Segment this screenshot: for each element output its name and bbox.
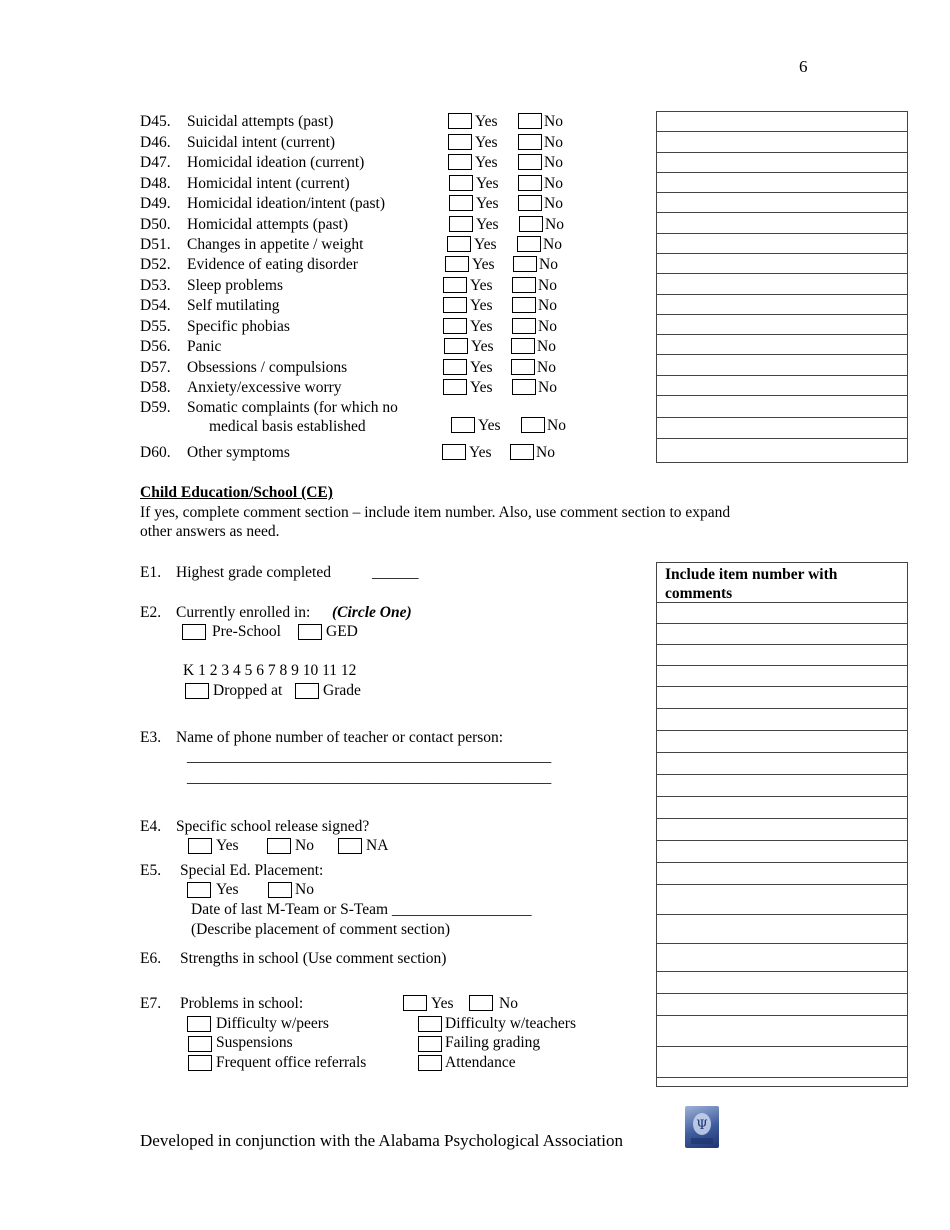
e1-id: E1. [140, 564, 162, 581]
no-checkbox[interactable] [521, 417, 545, 433]
d-item-label: Suicidal attempts (past) [187, 113, 334, 130]
d-item-label: Suicidal intent (current) [187, 134, 336, 151]
e4-na-label: NA [366, 837, 389, 854]
comment-row[interactable] [657, 731, 907, 753]
d-item-id: D56. [140, 338, 171, 355]
d-item-label: Anxiety/excessive worry [187, 379, 342, 396]
section-instructions-1: If yes, complete comment section – include item number. Also, use comment section to expand [140, 504, 731, 521]
yes-label: Yes [478, 417, 501, 434]
comment-row[interactable] [657, 885, 907, 915]
e1-label: Highest grade completed [176, 564, 331, 581]
preschool-label: Pre-School [212, 623, 281, 640]
yes-label: Yes [476, 195, 499, 212]
d-item-id: D58. [140, 379, 171, 396]
e2-id: E2. [140, 604, 162, 621]
comment-row[interactable] [657, 1047, 907, 1078]
d-item-id: D49. [140, 195, 171, 212]
contact-line-2[interactable]: _______________________________________________ [187, 769, 552, 786]
yes-checkbox[interactable] [448, 134, 472, 150]
yes-label: Yes [475, 113, 498, 130]
comment-row[interactable] [657, 193, 907, 213]
yes-label: Yes [470, 318, 493, 335]
grade-list[interactable]: K 1 2 3 4 5 6 7 8 9 10 11 12 [183, 662, 357, 679]
d-item-id: D46. [140, 134, 171, 151]
e5-label: Special Ed. Placement: [180, 862, 324, 879]
e7-no-checkbox[interactable] [469, 995, 493, 1011]
e4-yes-checkbox[interactable] [188, 838, 212, 854]
comment-row[interactable] [657, 213, 907, 234]
no-label: No [538, 318, 557, 335]
ged-checkbox[interactable] [298, 624, 322, 640]
peers-label: Difficulty w/peers [216, 1015, 329, 1032]
no-checkbox[interactable] [512, 318, 536, 334]
no-checkbox[interactable] [517, 236, 541, 252]
e5-no-checkbox[interactable] [268, 882, 292, 898]
no-checkbox[interactable] [511, 338, 535, 354]
no-checkbox[interactable] [518, 113, 542, 129]
d-item-label: Self mutilating [187, 297, 280, 314]
comment-row[interactable] [657, 439, 907, 460]
page-number: 6 [799, 57, 808, 76]
e7-yes-label: Yes [431, 995, 454, 1012]
comment-row[interactable] [657, 153, 907, 173]
e7-yes-checkbox[interactable] [403, 995, 427, 1011]
no-label: No [544, 134, 563, 151]
yes-label: Yes [476, 216, 499, 233]
yes-label: Yes [475, 134, 498, 151]
comment-row[interactable] [657, 1016, 907, 1047]
yes-label: Yes [470, 277, 493, 294]
comment-row[interactable] [657, 396, 907, 418]
yes-checkbox[interactable] [448, 154, 472, 170]
comment-row[interactable] [657, 753, 907, 775]
yes-label: Yes [469, 444, 492, 461]
e6-id: E6. [140, 950, 162, 967]
no-label: No [547, 417, 566, 434]
no-checkbox[interactable] [512, 297, 536, 313]
comment-row[interactable] [657, 355, 907, 376]
d-item-id: D55. [140, 318, 171, 335]
d-item-id: D57. [140, 359, 171, 376]
yes-label: Yes [470, 359, 493, 376]
d-item-id: D53. [140, 277, 171, 294]
comment-row[interactable] [657, 666, 907, 687]
referrals-label: Frequent office referrals [216, 1054, 367, 1071]
d-item-id: D51. [140, 236, 171, 253]
suspensions-label: Suspensions [216, 1034, 293, 1051]
yes-checkbox[interactable] [449, 195, 473, 211]
grade-checkbox[interactable] [295, 683, 319, 699]
no-checkbox[interactable] [512, 277, 536, 293]
e7-id: E7. [140, 995, 162, 1012]
d-item-label: Homicidal attempts (past) [187, 216, 348, 233]
comment-row[interactable] [657, 709, 907, 731]
d-item-id: D48. [140, 175, 171, 192]
yes-checkbox[interactable] [451, 417, 475, 433]
comment-row[interactable] [657, 972, 907, 994]
yes-label: Yes [470, 297, 493, 314]
d-item-label: Obsessions / compulsions [187, 359, 348, 376]
no-checkbox[interactable] [518, 154, 542, 170]
d-item-id: D54. [140, 297, 171, 314]
contact-line-1[interactable]: _______________________________________________ [187, 748, 552, 765]
e4-yes-label: Yes [216, 837, 239, 854]
comment-row[interactable] [657, 274, 907, 295]
d-comments-table [656, 111, 908, 463]
d-item-label: Other symptoms [187, 444, 290, 461]
no-checkbox[interactable] [512, 379, 536, 395]
comment-row[interactable] [657, 335, 907, 355]
comment-row[interactable] [657, 112, 907, 132]
grade-label: Grade [323, 682, 361, 699]
yes-label: Yes [474, 236, 497, 253]
no-checkbox[interactable] [513, 256, 537, 272]
yes-label: Yes [472, 256, 495, 273]
no-label: No [537, 338, 556, 355]
teachers-checkbox[interactable] [418, 1016, 442, 1032]
e7-label: Problems in school: [180, 995, 304, 1012]
d-item-id: D60. [140, 444, 171, 461]
no-label: No [545, 216, 564, 233]
teachers-label: Difficulty w/teachers [445, 1015, 576, 1032]
yes-checkbox[interactable] [443, 359, 467, 375]
d-item-id: D50. [140, 216, 171, 233]
comment-row[interactable] [657, 841, 907, 863]
d-item-id: D52. [140, 256, 171, 273]
no-label: No [536, 444, 555, 461]
d-item-label: Evidence of eating disorder [187, 256, 358, 273]
no-checkbox[interactable] [518, 175, 542, 191]
d-item-label: Somatic complaints (for which no [187, 399, 398, 416]
comment-row[interactable] [657, 295, 907, 315]
comment-row[interactable] [657, 234, 907, 254]
d-item-label: Homicidal ideation/intent (past) [187, 195, 386, 212]
e5-id: E5. [140, 862, 162, 879]
svg-text:Ψ: Ψ [696, 1118, 708, 1133]
no-checkbox[interactable] [519, 216, 543, 232]
d-item-id: D47. [140, 154, 171, 171]
no-label: No [544, 195, 563, 212]
yes-checkbox[interactable] [443, 277, 467, 293]
e2-hint: (Circle One) [332, 604, 412, 621]
comment-row[interactable] [657, 915, 907, 944]
no-label: No [543, 236, 562, 253]
comment-row[interactable] [657, 418, 907, 439]
d-item-label: Specific phobias [187, 318, 290, 335]
yes-label: Yes [470, 379, 493, 396]
no-label: No [544, 113, 563, 130]
e4-no-label: No [295, 837, 314, 854]
e4-na-checkbox[interactable] [338, 838, 362, 854]
ged-label: GED [326, 623, 358, 640]
comment-row[interactable] [657, 687, 907, 709]
no-checkbox[interactable] [510, 444, 534, 460]
yes-label: Yes [476, 175, 499, 192]
yes-checkbox[interactable] [442, 444, 466, 460]
attendance-label: Attendance [445, 1054, 516, 1071]
d-item-id: D59. [140, 399, 171, 416]
d-item-label: Sleep problems [187, 277, 283, 294]
e4-no-checkbox[interactable] [267, 838, 291, 854]
attendance-checkbox[interactable] [418, 1055, 442, 1071]
e7-no-label: No [499, 995, 518, 1012]
psi-head-logo-icon [685, 1106, 719, 1148]
comment-row[interactable] [657, 819, 907, 841]
comment-row[interactable] [657, 376, 907, 396]
e4-id: E4. [140, 818, 162, 835]
d-item-label: Homicidal ideation (current) [187, 154, 365, 171]
e1-grade-blank[interactable]: ______ [372, 564, 419, 581]
comment-row[interactable] [657, 994, 907, 1016]
no-checkbox[interactable] [518, 195, 542, 211]
e5-no-label: No [295, 881, 314, 898]
dropped-label: Dropped at [213, 682, 283, 699]
e4-label: Specific school release signed? [176, 818, 370, 835]
comment-row[interactable] [657, 132, 907, 153]
no-label: No [539, 256, 558, 273]
no-label: No [544, 154, 563, 171]
comment-row[interactable] [657, 645, 907, 666]
e5-yes-label: Yes [216, 881, 239, 898]
e6-label: Strengths in school (Use comment section) [180, 950, 447, 967]
comment-row[interactable] [657, 624, 907, 645]
comment-row[interactable] [657, 863, 907, 885]
e5-yes-checkbox[interactable] [187, 882, 211, 898]
comment-row[interactable] [657, 173, 907, 193]
yes-checkbox[interactable] [449, 216, 473, 232]
section-instructions-2: other answers as need. [140, 523, 280, 540]
e-comments-table [656, 562, 908, 1087]
no-label: No [537, 359, 556, 376]
no-label: No [538, 297, 557, 314]
comment-row[interactable] [657, 1078, 907, 1104]
dropped-checkbox[interactable] [185, 683, 209, 699]
no-label: No [538, 379, 557, 396]
d-item-label-cont: medical basis established [209, 418, 366, 435]
section-title: Child Education/School (CE) [140, 484, 333, 501]
peers-checkbox[interactable] [187, 1016, 211, 1032]
yes-checkbox[interactable] [448, 113, 472, 129]
yes-checkbox[interactable] [444, 338, 468, 354]
d-item-label: Changes in appetite / weight [187, 236, 364, 253]
preschool-checkbox[interactable] [182, 624, 206, 640]
failing-label: Failing grading [445, 1034, 541, 1051]
yes-checkbox[interactable] [443, 379, 467, 395]
comment-row[interactable] [657, 254, 907, 274]
yes-checkbox[interactable] [445, 256, 469, 272]
no-label: No [544, 175, 563, 192]
comment-row[interactable] [657, 603, 907, 624]
d-item-label: Panic [187, 338, 222, 355]
failing-checkbox[interactable] [418, 1036, 442, 1052]
yes-label: Yes [475, 154, 498, 171]
e5-describe: (Describe placement of comment section) [191, 921, 451, 938]
suspensions-checkbox[interactable] [188, 1036, 212, 1052]
comment-row[interactable] [657, 775, 907, 797]
yes-checkbox[interactable] [447, 236, 471, 252]
comment-row[interactable] [657, 944, 907, 972]
yes-checkbox[interactable] [449, 175, 473, 191]
e3-label: Name of phone number of teacher or contact person: [176, 729, 504, 746]
d-item-label: Homicidal intent (current) [187, 175, 350, 192]
comment-row[interactable] [657, 797, 907, 819]
no-checkbox[interactable] [518, 134, 542, 150]
comment-header: Include item number with comments [657, 563, 907, 603]
e5-date[interactable]: Date of last M-Team or S-Team __________________ [191, 901, 532, 918]
no-label: No [538, 277, 557, 294]
yes-checkbox[interactable] [443, 318, 467, 334]
yes-label: Yes [471, 338, 494, 355]
e3-id: E3. [140, 729, 162, 746]
referrals-checkbox[interactable] [188, 1055, 212, 1071]
e2-label: Currently enrolled in: [176, 604, 311, 621]
comment-row[interactable] [657, 315, 907, 335]
d-item-id: D45. [140, 113, 171, 130]
footer-text: Developed in conjunction with the Alabama Psychological Association [140, 1131, 623, 1150]
yes-checkbox[interactable] [443, 297, 467, 313]
no-checkbox[interactable] [511, 359, 535, 375]
